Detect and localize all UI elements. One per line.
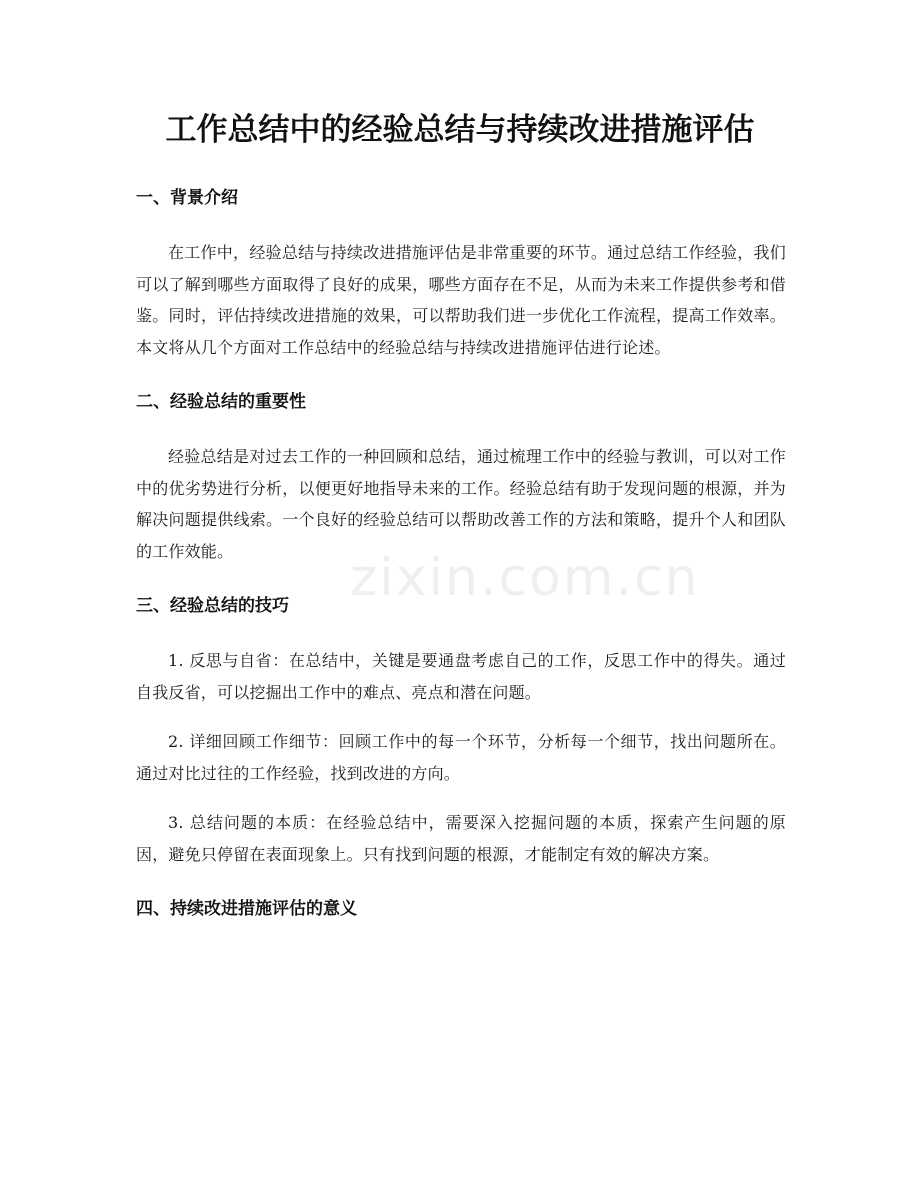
document-body: [136, 185, 786, 948]
list-item-review-details: 2. 详细回顾工作细节：回顾工作中的每一个环节，分析每一个细节，找出问题所在。通过对比过往的工作经验，找到改进的方向。: [136, 732, 786, 783]
watermark: zixin.com.cn: [350, 548, 700, 608]
paragraph-importance: 经验总结是对过去工作的一种回顾和总结，通过梳理工作中的经验与教训，可以对工作中的优劣势进行分析，以便更好地指导未来的工作。经验总结有助于发现问题的根源，并为解决问题提供线索。一个良好的经验总结可以帮助改善工作的方法和策略，提升个人和团队的工作效能。: [136, 447, 786, 561]
document-title: 工作总结中的经验总结与持续改进措施评估: [165, 112, 755, 148]
list-item-reflection: 1. 反思与自省：在总结中，关键是要通盘考虑自己的工作，反思工作中的得失。通过自我反省，可以挖掘出工作中的难点、亮点和潜在问题。: [136, 651, 786, 702]
section-heading-importance: 二、经验总结的重要性: [136, 392, 306, 412]
section-heading-evaluation: 四、持续改进措施评估的意义: [136, 899, 357, 919]
paragraph-background: 在工作中，经验总结与持续改进措施评估是非常重要的环节。通过总结工作经验，我们可以了解到哪些方面取得了良好的成果，哪些方面存在不足，从而为未来工作提供参考和借鉴。同时，评估持续改进措施的效果，可以帮助我们进一步优化工作流程，提高工作效率。本文将从几个方面对工作总结中的经验总结与持续改进措施评估进行论述。: [136, 243, 786, 357]
section-heading-techniques: 三、经验总结的技巧: [136, 596, 289, 616]
section-heading-background: 一、背景介绍: [136, 188, 238, 208]
list-item-root-cause: 3. 总结问题的本质：在经验总结中，需要深入挖掘问题的本质，探索产生问题的原因，避免只停留在表面现象上。只有找到问题的根源，才能制定有效的解决方案。: [136, 813, 786, 864]
